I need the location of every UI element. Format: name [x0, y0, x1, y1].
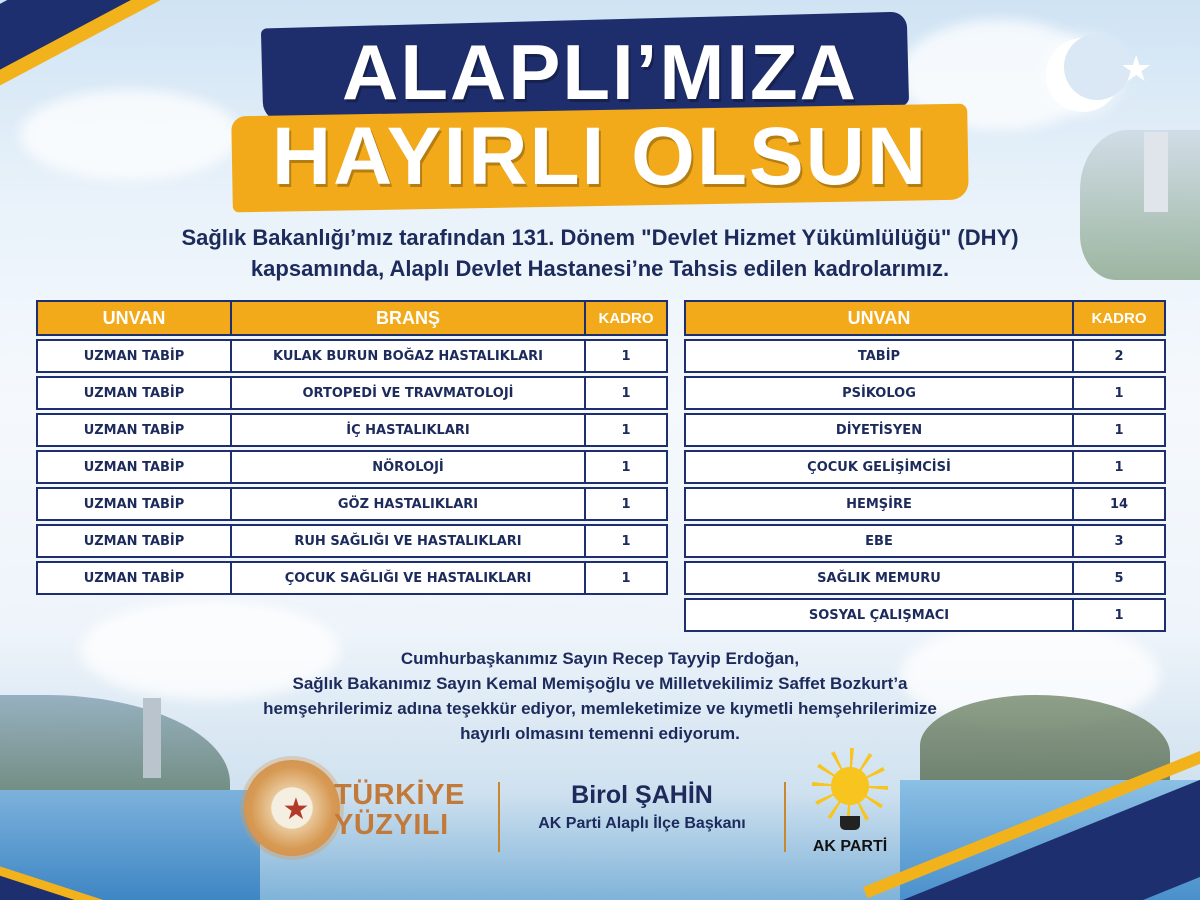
intro-text [0, 222, 1200, 284]
table-row [36, 339, 666, 373]
cell-kadro: 5 [1072, 561, 1166, 595]
page-title-line-2: HAYIRLI OLSUN [271, 111, 929, 202]
signature-role: AK Parti Alaplı İlçe Başkanı [538, 815, 746, 832]
turkiye-yuzyili-line-2: YÜZYILI [334, 809, 449, 841]
table-row [36, 413, 666, 447]
cell-unvan: UZMAN TABİP [36, 339, 232, 373]
cell-brans: ÇOCUK SAĞLIĞI VE HASTALIKLARI [230, 561, 586, 595]
cell-unvan: PSİKOLOG [684, 376, 1074, 410]
table-row [36, 524, 666, 558]
header-kadro: KADRO [584, 300, 668, 336]
cell-kadro: 1 [584, 450, 668, 484]
closing-line-1: Cumhurbaşkanımız Sayın Recep Tayyip Erdoğan, [400, 649, 800, 668]
cell-kadro: 1 [584, 376, 668, 410]
specialist-staff-table [36, 300, 666, 595]
table-row [684, 413, 1164, 447]
cell-brans: ORTOPEDİ VE TRAVMATOLOJİ [230, 376, 586, 410]
header-kadro: KADRO [1072, 300, 1166, 336]
cell-unvan: UZMAN TABİP [36, 561, 232, 595]
closing-line-4: hayırlı olmasını temenni ediyorum. [460, 724, 740, 743]
table-row [684, 339, 1164, 373]
intro-line-1: Sağlık Bakanlığı’mız tarafından 131. Dönem "Devlet Hizmet Yükümlülüğü" (DHY) [181, 225, 1019, 250]
turkiye-yuzyili-line-1: TÜRKİYE [334, 779, 465, 811]
table-row [684, 376, 1164, 410]
footer-divider [784, 782, 786, 852]
cell-unvan: UZMAN TABİP [36, 450, 232, 484]
cell-unvan: ÇOCUK GELİŞİMCİSİ [684, 450, 1074, 484]
table-header [36, 300, 666, 336]
closing-line-3: hemşehrilerimiz adına teşekkür ediyor, memleketimize ve kıymetli hemşehrilerimize [263, 699, 937, 718]
cell-unvan: UZMAN TABİP [36, 487, 232, 521]
header-unvan: UNVAN [36, 300, 232, 336]
cell-kadro: 1 [1072, 450, 1166, 484]
cell-unvan: SAĞLIK MEMURU [684, 561, 1074, 595]
star-icon: ★ [1120, 49, 1153, 90]
cell-kadro: 1 [584, 487, 668, 521]
page-title-line-1: ALAPLI’MIZA [342, 28, 858, 116]
table-row [36, 561, 666, 595]
table-row [36, 376, 666, 410]
intro-line-2: kapsamında, Alaplı Devlet Hastanesi’ne Tahsis edilen kadrolarımız. [250, 256, 950, 281]
cell-unvan: TABİP [684, 339, 1074, 373]
cell-kadro: 1 [584, 413, 668, 447]
general-staff-table [684, 300, 1164, 632]
table-row [684, 598, 1164, 632]
cell-brans: RUH SAĞLIĞI VE HASTALIKLARI [230, 524, 586, 558]
cell-kadro: 1 [584, 339, 668, 373]
cell-kadro: 2 [1072, 339, 1166, 373]
cell-kadro: 1 [1072, 413, 1166, 447]
cell-brans: KULAK BURUN BOĞAZ HASTALIKLARI [230, 339, 586, 373]
cell-brans: NÖROLOJİ [230, 450, 586, 484]
turkiye-yuzyili-logo-text [334, 780, 465, 840]
signature-name: Birol ŞAHİN [571, 781, 713, 809]
table-row [684, 524, 1164, 558]
cell-unvan: DİYETİSYEN [684, 413, 1074, 447]
table-row [36, 450, 666, 484]
turkiye-yuzyili-star-icon: ★ [282, 792, 310, 827]
cell-unvan: HEMŞİRE [684, 487, 1074, 521]
cell-kadro: 3 [1072, 524, 1166, 558]
lightbulb-base-icon [840, 816, 860, 830]
table-row [684, 450, 1164, 484]
cell-unvan: UZMAN TABİP [36, 413, 232, 447]
lightbulb-icon [812, 748, 888, 824]
header-brans: BRANŞ [230, 300, 586, 336]
header-unvan: UNVAN [684, 300, 1074, 336]
closing-line-2: Sağlık Bakanımız Sayın Kemal Memişoğlu ve Milletvekilimiz Saffet Bozkurt’a [292, 674, 908, 693]
table-header [684, 300, 1164, 336]
party-logo-text: AK PARTİ [812, 838, 888, 855]
table-row [684, 487, 1164, 521]
cell-kadro: 14 [1072, 487, 1166, 521]
cell-unvan: EBE [684, 524, 1074, 558]
table-row [684, 561, 1164, 595]
cell-unvan: UZMAN TABİP [36, 524, 232, 558]
closing-message [0, 646, 1200, 746]
cell-unvan: UZMAN TABİP [36, 376, 232, 410]
cell-kadro: 1 [584, 524, 668, 558]
cell-unvan: SOSYAL ÇALIŞMACI [684, 598, 1074, 632]
cell-brans: İÇ HASTALIKLARI [230, 413, 586, 447]
cell-kadro: 1 [584, 561, 668, 595]
cell-kadro: 1 [1072, 376, 1166, 410]
table-row [36, 487, 666, 521]
cell-kadro: 1 [1072, 598, 1166, 632]
cell-brans: GÖZ HASTALIKLARI [230, 487, 586, 521]
